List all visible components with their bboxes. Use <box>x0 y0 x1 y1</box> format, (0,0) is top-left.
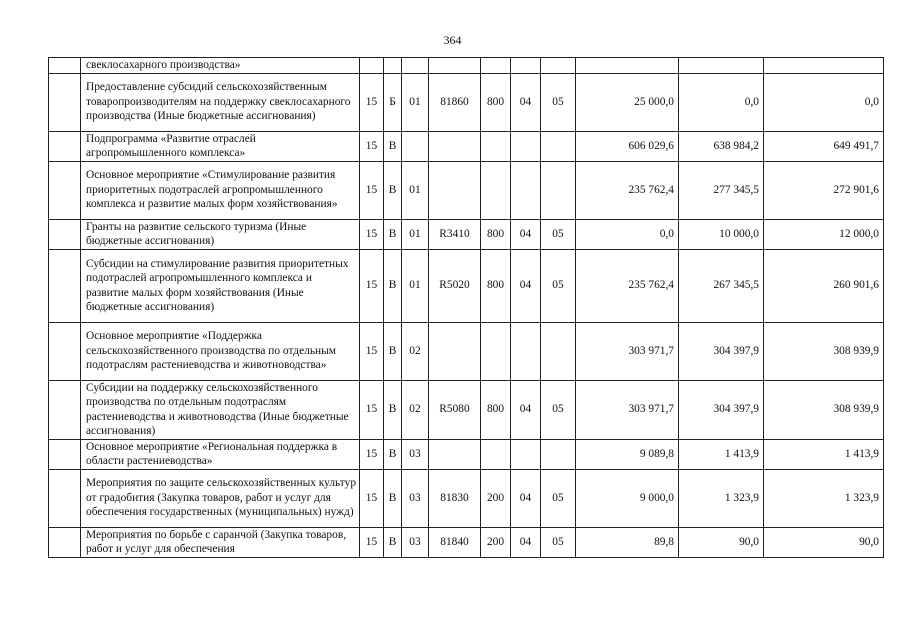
item-name-cell: Предоставление субсидий сельскохозяйственным товаропроизводителям на поддержку свеклосахарного производства (Иные бюджетные ассигнования) <box>81 73 360 131</box>
section-code-cell <box>511 131 541 161</box>
item-name-cell: свеклосахарного производства» <box>81 58 360 74</box>
subsection-code-cell: 05 <box>541 249 576 322</box>
program-code-cell: 15 <box>360 249 384 322</box>
amount-year2-cell: 277 345,5 <box>679 161 764 219</box>
amount-year2-cell: 0,0 <box>679 73 764 131</box>
event-code-cell: 02 <box>402 380 429 439</box>
expense-type-cell: 800 <box>481 380 511 439</box>
amount-year3-cell: 1 413,9 <box>764 439 884 469</box>
subsection-code-cell: 05 <box>541 469 576 527</box>
subprogram-code-cell: В <box>384 380 402 439</box>
amount-year3-cell: 260 901,6 <box>764 249 884 322</box>
row-index-cell <box>49 380 81 439</box>
amount-year3-cell: 649 491,7 <box>764 131 884 161</box>
row-index-cell <box>49 219 81 249</box>
row-index-cell <box>49 527 81 557</box>
amount-year1-cell: 9 089,8 <box>576 439 679 469</box>
row-index-cell <box>49 58 81 74</box>
expense-type-cell <box>481 161 511 219</box>
amount-year1-cell: 0,0 <box>576 219 679 249</box>
amount-year2-cell <box>679 58 764 74</box>
direction-code-cell: 81830 <box>429 469 481 527</box>
amount-year2-cell: 267 345,5 <box>679 249 764 322</box>
subprogram-code-cell: В <box>384 249 402 322</box>
subsection-code-cell: 05 <box>541 380 576 439</box>
section-code-cell: 04 <box>511 73 541 131</box>
item-name-cell: Основное мероприятие «Стимулирование развития приоритетных подотраслей агропромышленного комплекса и развитие малых форм хозяйствования» <box>81 161 360 219</box>
amount-year1-cell: 606 029,6 <box>576 131 679 161</box>
program-code-cell: 15 <box>360 131 384 161</box>
subsection-code-cell <box>541 161 576 219</box>
amount-year3-cell: 308 939,9 <box>764 322 884 380</box>
item-name-cell: Основное мероприятие «Региональная поддержка в области растениеводства» <box>81 439 360 469</box>
direction-code-cell <box>429 161 481 219</box>
direction-code-cell: R3410 <box>429 219 481 249</box>
program-code-cell <box>360 58 384 74</box>
subprogram-code-cell: В <box>384 527 402 557</box>
item-name-cell: Субсидии на стимулирование развития приоритетных подотраслей агропромышленного комплекса и развитие малых форм хозяйствования (Иные бюджетные ассигнования) <box>81 249 360 322</box>
section-code-cell: 04 <box>511 527 541 557</box>
direction-code-cell: 81860 <box>429 73 481 131</box>
direction-code-cell <box>429 58 481 74</box>
subprogram-code-cell: В <box>384 469 402 527</box>
amount-year1-cell: 235 762,4 <box>576 161 679 219</box>
section-code-cell <box>511 439 541 469</box>
program-code-cell: 15 <box>360 219 384 249</box>
table-row <box>49 73 884 131</box>
amount-year1-cell: 303 971,7 <box>576 380 679 439</box>
table-row <box>49 527 884 557</box>
event-code-cell: 03 <box>402 527 429 557</box>
subsection-code-cell <box>541 58 576 74</box>
subprogram-code-cell: В <box>384 219 402 249</box>
event-code-cell: 02 <box>402 322 429 380</box>
table-row <box>49 219 884 249</box>
row-index-cell <box>49 249 81 322</box>
subsection-code-cell <box>541 322 576 380</box>
event-code-cell: 01 <box>402 73 429 131</box>
expense-type-cell <box>481 439 511 469</box>
amount-year1-cell <box>576 58 679 74</box>
program-code-cell: 15 <box>360 527 384 557</box>
amount-year2-cell: 304 397,9 <box>679 322 764 380</box>
amount-year2-cell: 1 323,9 <box>679 469 764 527</box>
table-row <box>49 58 884 74</box>
direction-code-cell: R5020 <box>429 249 481 322</box>
section-code-cell: 04 <box>511 219 541 249</box>
expense-type-cell <box>481 58 511 74</box>
expense-type-cell: 200 <box>481 527 511 557</box>
direction-code-cell <box>429 131 481 161</box>
direction-code-cell: R5080 <box>429 380 481 439</box>
event-code-cell: 03 <box>402 439 429 469</box>
item-name-cell: Мероприятия по борьбе с саранчой (Закупка товаров, работ и услуг для обеспечения <box>81 527 360 557</box>
amount-year2-cell: 10 000,0 <box>679 219 764 249</box>
amount-year3-cell: 12 000,0 <box>764 219 884 249</box>
amount-year1-cell: 303 971,7 <box>576 322 679 380</box>
expense-type-cell <box>481 131 511 161</box>
item-name-cell: Основное мероприятие «Поддержка сельскохозяйственного производства по отдельным подотраслям растениеводства и животноводства» <box>81 322 360 380</box>
program-code-cell: 15 <box>360 161 384 219</box>
amount-year2-cell: 304 397,9 <box>679 380 764 439</box>
event-code-cell: 01 <box>402 219 429 249</box>
item-name-cell: Подпрограмма «Развитие отраслей агропромышленного комплекса» <box>81 131 360 161</box>
program-code-cell: 15 <box>360 73 384 131</box>
subsection-code-cell: 05 <box>541 527 576 557</box>
section-code-cell <box>511 161 541 219</box>
expense-type-cell <box>481 322 511 380</box>
table-row <box>49 161 884 219</box>
section-code-cell <box>511 322 541 380</box>
table-row <box>49 249 884 322</box>
expense-type-cell: 200 <box>481 469 511 527</box>
subsection-code-cell <box>541 131 576 161</box>
table-row <box>49 131 884 161</box>
subprogram-code-cell: В <box>384 322 402 380</box>
row-index-cell <box>49 322 81 380</box>
subsection-code-cell: 05 <box>541 219 576 249</box>
amount-year3-cell <box>764 58 884 74</box>
direction-code-cell <box>429 439 481 469</box>
amount-year1-cell: 89,8 <box>576 527 679 557</box>
amount-year1-cell: 9 000,0 <box>576 469 679 527</box>
table-body <box>49 58 884 558</box>
subsection-code-cell: 05 <box>541 73 576 131</box>
expense-type-cell: 800 <box>481 219 511 249</box>
section-code-cell <box>511 58 541 74</box>
section-code-cell: 04 <box>511 380 541 439</box>
expense-type-cell: 800 <box>481 73 511 131</box>
subprogram-code-cell <box>384 58 402 74</box>
amount-year3-cell: 272 901,6 <box>764 161 884 219</box>
amount-year3-cell: 1 323,9 <box>764 469 884 527</box>
item-name-cell: Гранты на развитие сельского туризма (Иные бюджетные ассигнования) <box>81 219 360 249</box>
direction-code-cell <box>429 322 481 380</box>
page-number: 364 <box>443 33 462 47</box>
amount-year3-cell: 90,0 <box>764 527 884 557</box>
event-code-cell: 01 <box>402 161 429 219</box>
row-index-cell <box>49 131 81 161</box>
table-row <box>49 380 884 439</box>
amount-year2-cell: 1 413,9 <box>679 439 764 469</box>
item-name-cell: Субсидии на поддержку сельскохозяйственного производства по отдельным подотраслям растениеводства и животноводства (Иные бюджетные ассигнования) <box>81 380 360 439</box>
amount-year2-cell: 638 984,2 <box>679 131 764 161</box>
subprogram-code-cell: Б <box>384 73 402 131</box>
table-row <box>49 469 884 527</box>
subsection-code-cell <box>541 439 576 469</box>
row-index-cell <box>49 161 81 219</box>
program-code-cell: 15 <box>360 469 384 527</box>
amount-year2-cell: 90,0 <box>679 527 764 557</box>
event-code-cell <box>402 58 429 74</box>
expense-type-cell: 800 <box>481 249 511 322</box>
program-code-cell: 15 <box>360 380 384 439</box>
program-code-cell: 15 <box>360 439 384 469</box>
event-code-cell: 03 <box>402 469 429 527</box>
amount-year3-cell: 308 939,9 <box>764 380 884 439</box>
section-code-cell: 04 <box>511 249 541 322</box>
event-code-cell: 01 <box>402 249 429 322</box>
subprogram-code-cell: В <box>384 131 402 161</box>
row-index-cell <box>49 439 81 469</box>
table-row <box>49 322 884 380</box>
direction-code-cell: 81840 <box>429 527 481 557</box>
budget-table <box>48 57 884 558</box>
amount-year1-cell: 25 000,0 <box>576 73 679 131</box>
amount-year3-cell: 0,0 <box>764 73 884 131</box>
program-code-cell: 15 <box>360 322 384 380</box>
table-row <box>49 439 884 469</box>
section-code-cell: 04 <box>511 469 541 527</box>
amount-year1-cell: 235 762,4 <box>576 249 679 322</box>
row-index-cell <box>49 469 81 527</box>
item-name-cell: Мероприятия по защите сельскохозяйственных культур от градобития (Закупка товаров, работ и услуг для обеспечения государственных (муниципальных) нужд) <box>81 469 360 527</box>
subprogram-code-cell: В <box>384 439 402 469</box>
row-index-cell <box>49 73 81 131</box>
event-code-cell <box>402 131 429 161</box>
subprogram-code-cell: В <box>384 161 402 219</box>
